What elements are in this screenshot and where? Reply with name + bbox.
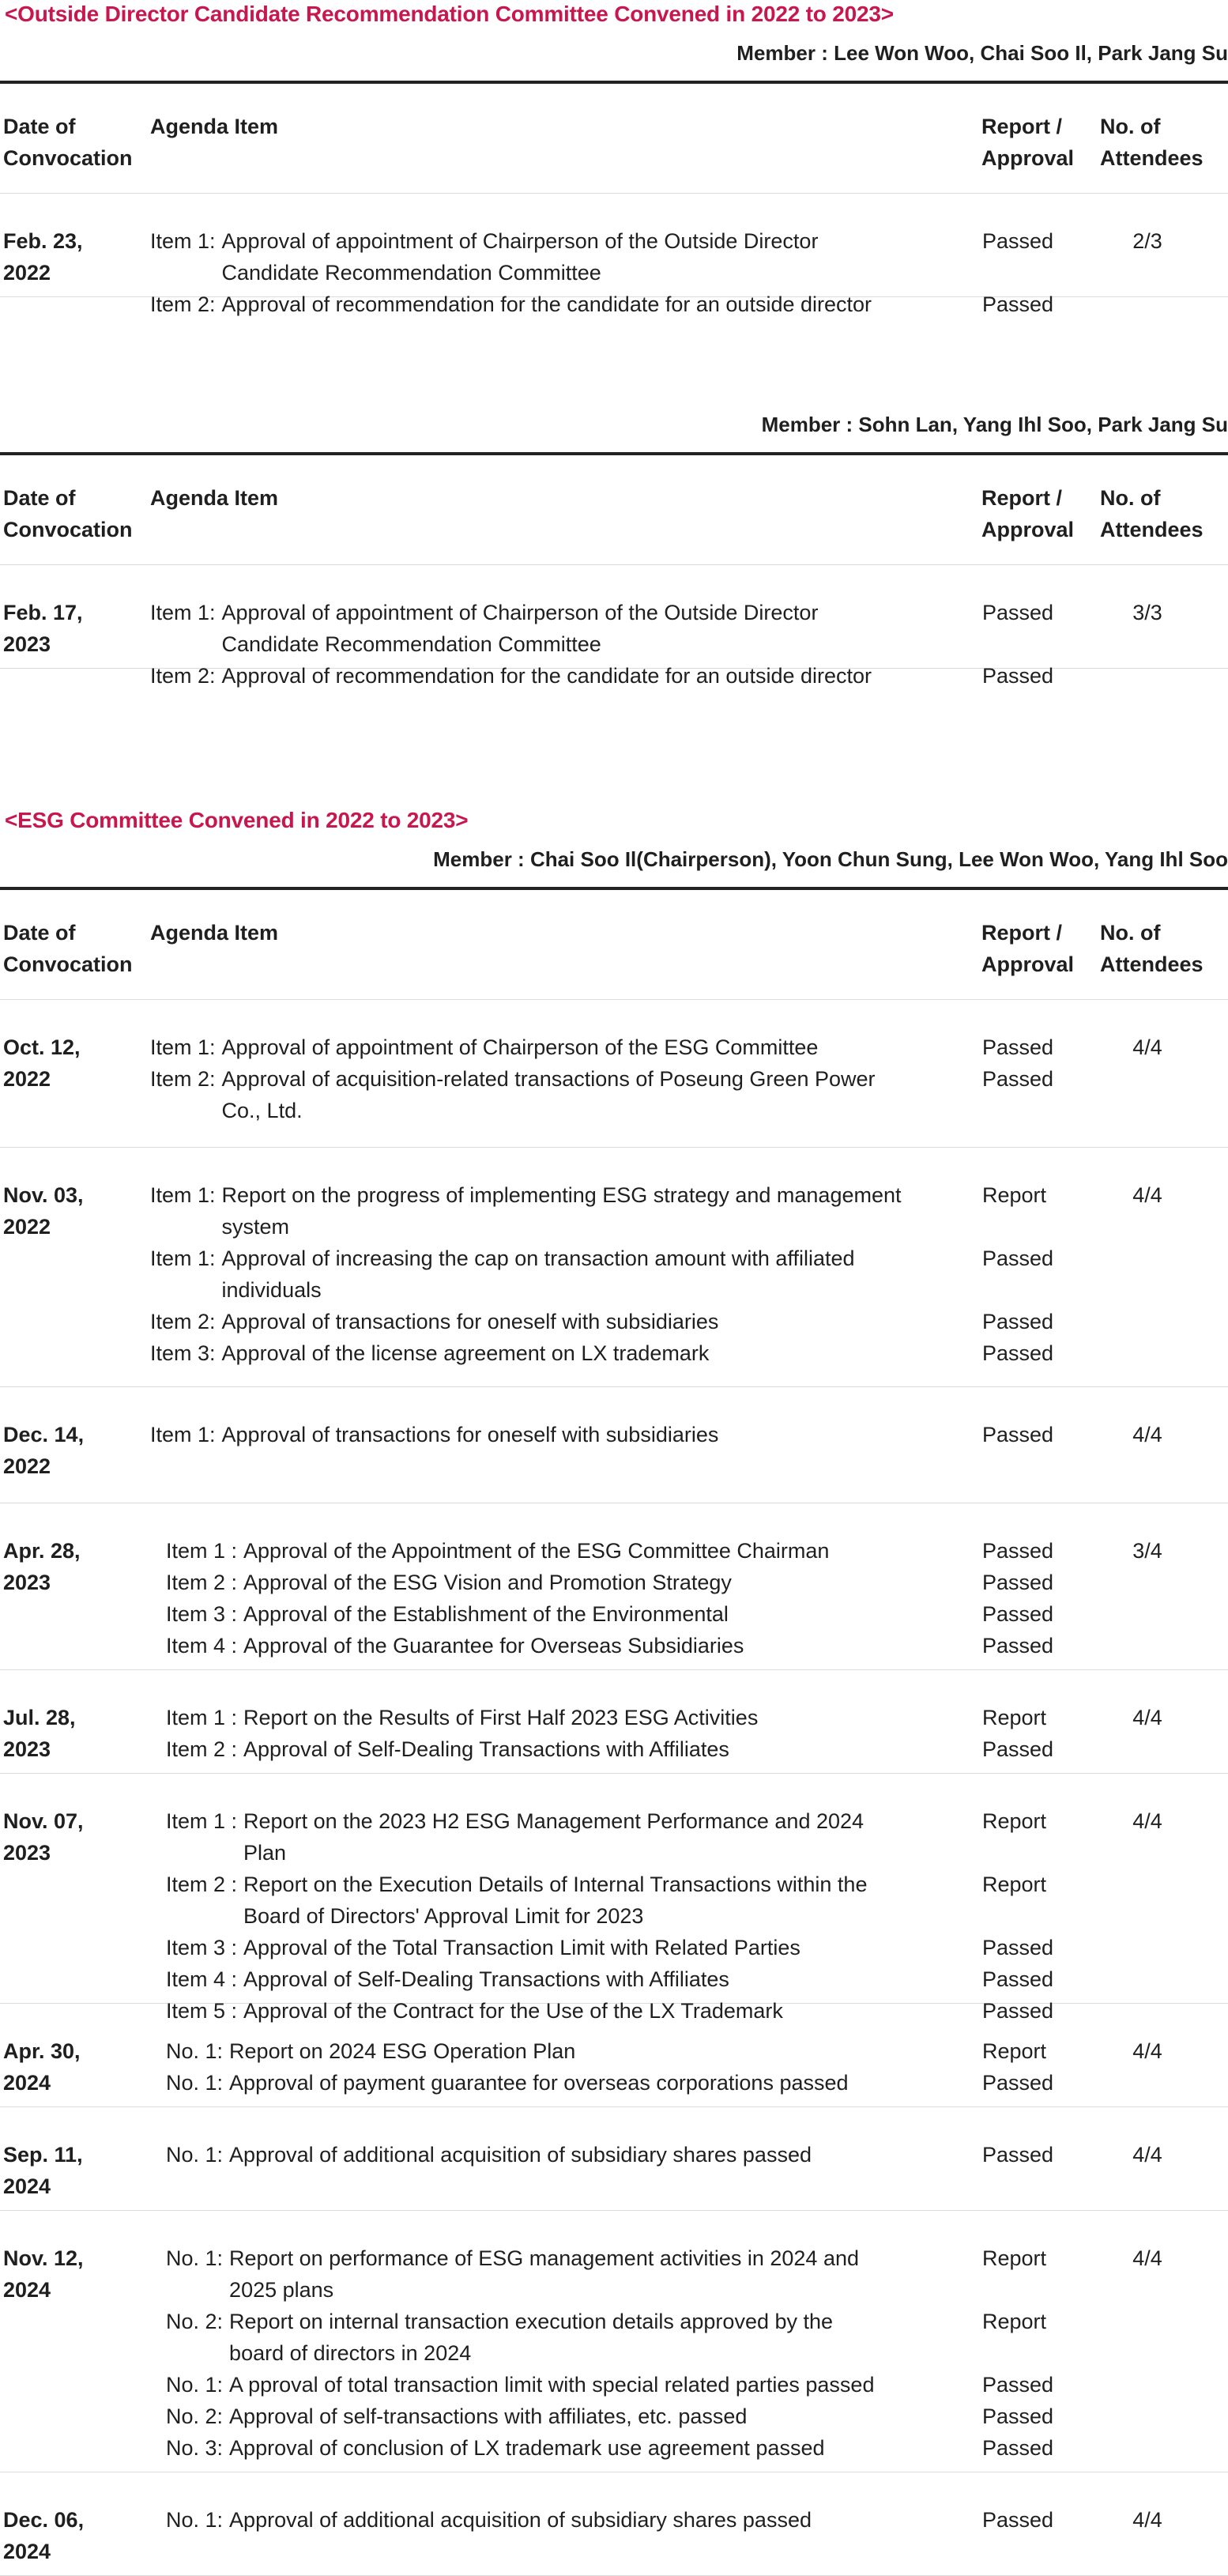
- table-row: [0, 1000, 1228, 1148]
- agenda-items: [166, 2504, 925, 2536]
- result-column: [982, 1535, 1077, 1661]
- result-value: Passed: [982, 1571, 1054, 1594]
- agenda-item: [166, 2067, 925, 2099]
- convocation-date: Dec. 14, 2022: [3, 1423, 85, 1478]
- agenda-item-text: Report on the Results of First Half 2023 ESG Activities: [243, 1706, 759, 1729]
- header-date: Date of Convocation: [3, 921, 133, 976]
- result-column: [982, 2035, 1077, 2099]
- agenda-item: [166, 2242, 885, 2306]
- result-column: [982, 2504, 1077, 2536]
- agenda-items: [166, 2139, 925, 2171]
- agenda-items: [166, 2035, 925, 2099]
- agenda-item: [166, 2432, 885, 2464]
- agenda-item-text: Approval of conclusion of LX trademark use agreement passed: [229, 2436, 825, 2460]
- result-value: Report: [982, 1809, 1047, 1833]
- committee-table: [0, 887, 1228, 2576]
- result-value: Report: [982, 1706, 1047, 1729]
- convocation-date: Feb. 23, 2022: [3, 229, 83, 285]
- agenda-item: [166, 1567, 939, 1598]
- result-value: Passed: [982, 1634, 1054, 1658]
- result-value: Report: [982, 1183, 1047, 1207]
- header-date: Date of Convocation: [3, 486, 133, 541]
- attendees-count: 4/4: [1132, 2246, 1162, 2270]
- header-agenda: Agenda Item: [150, 921, 279, 945]
- agenda-item-text: Approval of transactions for oneself with subsidiaries: [221, 1310, 719, 1333]
- result-column: [982, 2242, 1077, 2464]
- result-value: Passed: [982, 2143, 1054, 2167]
- agenda-item-label: No. 1:: [166, 2039, 224, 2063]
- table-row: [0, 2004, 1228, 2107]
- agenda-item-label: Item 2:: [150, 664, 216, 688]
- agenda-item: [166, 1598, 939, 1630]
- agenda-item-label: No. 2:: [166, 2404, 224, 2428]
- agenda-item-text: Approval of recommendation for the candidate for an outside director: [221, 292, 872, 316]
- agenda-item-text: A pproval of total transaction limit with special related parties passed: [229, 2373, 875, 2397]
- agenda-item-label: Item 1 :: [166, 1809, 238, 1833]
- result-value: Passed: [982, 1967, 1054, 1991]
- section-title-esg: <ESG Committee Convened in 2022 to 2023>: [5, 808, 469, 832]
- agenda-item: [150, 1306, 917, 1337]
- committee-table: [0, 81, 1228, 316]
- agenda-item: [166, 2139, 925, 2171]
- header-report: Report / Approval: [981, 486, 1075, 541]
- agenda-item-text: Approval of appointment of Chairperson of the Outside Director Candidate Recommendation Committee: [221, 229, 819, 285]
- agenda-item: [166, 1702, 939, 1733]
- agenda-items: [150, 1179, 917, 1369]
- member-list: Member : Sohn Lan, Yang Ihl Soo, Park Jang Su: [761, 413, 1228, 436]
- table-header: [0, 84, 1228, 194]
- agenda-item: [150, 1419, 917, 1450]
- agenda-item-text: Approval of payment guarantee for overseas corporations passed: [229, 2071, 849, 2095]
- result-column: [982, 2139, 1077, 2171]
- agenda-item: [166, 2401, 885, 2432]
- agenda-item-label: Item 3:: [150, 1341, 216, 1365]
- result-value: Passed: [982, 1602, 1054, 1626]
- attendees-count: 4/4: [1132, 2143, 1162, 2167]
- agenda-item-text: Approval of the ESG Vision and Promotion Strategy: [243, 1571, 732, 1594]
- agenda-item-label: Item 1:: [150, 601, 216, 624]
- agenda-item-text: Approval of Self-Dealing Transactions with Affiliates: [243, 1737, 729, 1761]
- agenda-items: [150, 1032, 917, 1126]
- member-list: Member : Chai Soo Il(Chairperson), Yoon Chun Sung, Lee Won Woo, Yang Ihl Soo: [433, 847, 1228, 871]
- agenda-item-label: No. 1:: [166, 2508, 224, 2532]
- agenda-item-text: Approval of Self-Dealing Transactions with Affiliates: [243, 1967, 729, 1991]
- header-agenda: Agenda Item: [150, 115, 279, 138]
- agenda-item-label: Item 1:: [150, 1423, 216, 1446]
- agenda-item-text: Approval of acquisition-related transactions of Poseung Green Power Co., Ltd.: [221, 1067, 876, 1122]
- agenda-item-text: Approval of additional acquisition of subsidiary shares passed: [229, 2143, 812, 2167]
- agenda-item-label: Item 1 :: [166, 1539, 238, 1563]
- agenda-item-label: Item 3 :: [166, 1602, 238, 1626]
- agenda-item: [166, 2369, 885, 2401]
- agenda-item-text: Approval of the license agreement on LX trademark: [221, 1341, 710, 1365]
- result-value: Passed: [982, 2404, 1054, 2428]
- table-row: [0, 2472, 1228, 2576]
- agenda-item-label: No. 3:: [166, 2436, 224, 2460]
- attendees-count: 4/4: [1132, 1183, 1162, 1207]
- convocation-date: Nov. 03, 2022: [3, 1183, 84, 1239]
- agenda-item-label: Item 1:: [150, 1183, 216, 1207]
- agenda-item: [150, 1337, 917, 1369]
- agenda-item: [166, 1805, 891, 1869]
- table-row: [0, 2107, 1228, 2211]
- attendees-count: 4/4: [1132, 1035, 1162, 1059]
- result-value: Report: [982, 2310, 1047, 2333]
- result-value: Passed: [982, 1999, 1054, 2023]
- result-value: Passed: [982, 292, 1054, 316]
- header-attendees: No. of Attendees: [1100, 115, 1204, 170]
- result-value: Passed: [982, 1067, 1054, 1091]
- agenda-items: [166, 1535, 939, 1661]
- table-row: [0, 2211, 1228, 2472]
- table-row: [0, 1503, 1228, 1670]
- table-header: [0, 890, 1228, 1000]
- agenda-item: [150, 1032, 917, 1063]
- agenda-item: [150, 1243, 917, 1306]
- header-agenda: Agenda Item: [150, 486, 279, 510]
- attendees-count: 3/3: [1132, 601, 1162, 624]
- attendees-count: 4/4: [1132, 1706, 1162, 1729]
- result-value: Passed: [982, 2373, 1054, 2397]
- agenda-items: [166, 2242, 885, 2464]
- table-row: [0, 565, 1228, 688]
- agenda-item-label: Item 2:: [150, 1310, 216, 1333]
- agenda-items: [150, 1419, 917, 1450]
- agenda-items: [166, 1805, 891, 2027]
- agenda-item-text: Report on internal transaction execution details approved by the board of directors in 2024: [229, 2310, 834, 2365]
- header-attendees: No. of Attendees: [1100, 486, 1204, 541]
- result-value: Passed: [982, 229, 1054, 253]
- agenda-item-label: Item 4 :: [166, 1967, 238, 1991]
- table-row: [0, 194, 1228, 316]
- agenda-item-label: Item 1:: [150, 229, 216, 253]
- agenda-item: [150, 289, 917, 320]
- convocation-date: Sep. 11, 2024: [3, 2143, 83, 2198]
- agenda-item-text: Approval of the Total Transaction Limit with Related Parties: [243, 1936, 800, 1959]
- convocation-date: Jul. 28, 2023: [3, 1706, 76, 1761]
- result-value: Report: [982, 2246, 1047, 2270]
- agenda-item-text: Report on the 2023 H2 ESG Management Performance and 2024 Plan: [243, 1809, 864, 1865]
- agenda-item-text: Report on the progress of implementing ESG strategy and management system: [221, 1183, 902, 1239]
- agenda-item: [166, 1932, 891, 1963]
- result-column: [982, 597, 1077, 692]
- agenda-item-text: Report on performance of ESG management activities in 2024 and 2025 plans: [229, 2246, 859, 2302]
- attendees-count: 2/3: [1132, 229, 1162, 253]
- result-value: Passed: [982, 1310, 1054, 1333]
- agenda-items: [150, 597, 917, 692]
- result-value: Passed: [982, 1247, 1054, 1270]
- agenda-item: [166, 2035, 925, 2067]
- member-list: Member : Lee Won Woo, Chai Soo Il, Park Jang Su: [736, 41, 1228, 65]
- agenda-item: [166, 1963, 891, 1995]
- convocation-date: Nov. 12, 2024: [3, 2246, 84, 2302]
- result-value: Passed: [982, 2071, 1054, 2095]
- table-row: [0, 1148, 1228, 1387]
- agenda-item: [166, 1630, 939, 1661]
- table-header: [0, 455, 1228, 565]
- agenda-item: [166, 1869, 891, 1932]
- agenda-item-label: Item 4 :: [166, 1634, 238, 1658]
- result-value: Passed: [982, 1035, 1054, 1059]
- agenda-item: [150, 1063, 917, 1126]
- result-value: Passed: [982, 1341, 1054, 1365]
- agenda-items: [166, 1702, 939, 1765]
- section-title-outside-director: <Outside Director Candidate Recommendation Committee Convened in 2022 to 2023>: [5, 2, 894, 26]
- agenda-item-label: No. 1:: [166, 2071, 224, 2095]
- agenda-item-text: Approval of increasing the cap on transaction amount with affiliated individuals: [221, 1247, 855, 1302]
- agenda-item-label: Item 5 :: [166, 1999, 238, 2023]
- agenda-item: [166, 2504, 925, 2536]
- agenda-item-text: Approval of the Appointment of the ESG Committee Chairman: [243, 1539, 830, 1563]
- agenda-item-label: Item 1:: [150, 1035, 216, 1059]
- agenda-item-text: Approval of the Establishment of the Environmental: [243, 1602, 729, 1626]
- agenda-item-label: Item 2 :: [166, 1737, 238, 1761]
- committee-table: [0, 452, 1228, 688]
- convocation-date: Dec. 06, 2024: [3, 2508, 85, 2563]
- result-value: Passed: [982, 1737, 1054, 1761]
- table-row: [0, 1774, 1228, 2023]
- attendees-count: 3/4: [1132, 1539, 1162, 1563]
- agenda-item: [150, 597, 917, 660]
- agenda-item: [166, 1535, 939, 1567]
- result-column: [982, 1805, 1077, 2027]
- agenda-item-label: No. 1:: [166, 2373, 224, 2397]
- result-column: [982, 1419, 1077, 1450]
- header-report: Report / Approval: [981, 115, 1075, 170]
- agenda-item-text: Approval of transactions for oneself with subsidiaries: [221, 1423, 719, 1446]
- agenda-item: [150, 225, 917, 289]
- agenda-item-label: No. 2:: [166, 2310, 224, 2333]
- agenda-item-label: No. 1:: [166, 2143, 224, 2167]
- agenda-item-text: Approval of the Contract for the Use of the LX Trademark: [243, 1999, 783, 2023]
- agenda-item-text: Approval of additional acquisition of subsidiary shares passed: [229, 2508, 812, 2532]
- result-value: Passed: [982, 1423, 1054, 1446]
- attendees-count: 4/4: [1132, 2508, 1162, 2532]
- agenda-item-label: Item 2 :: [166, 1873, 238, 1896]
- agenda-item-label: Item 1:: [150, 1247, 216, 1270]
- attendees-count: 4/4: [1132, 2039, 1162, 2063]
- result-value: Report: [982, 2039, 1047, 2063]
- agenda-item-label: Item 2 :: [166, 1571, 238, 1594]
- agenda-item-text: Approval of self-transactions with affiliates, etc. passed: [229, 2404, 748, 2428]
- result-column: [982, 225, 1077, 320]
- result-value: Passed: [982, 1539, 1054, 1563]
- result-column: [982, 1032, 1077, 1126]
- convocation-date: Feb. 17, 2023: [3, 601, 83, 656]
- agenda-item: [166, 1733, 939, 1765]
- agenda-items: [150, 225, 917, 320]
- result-value: Report: [982, 1873, 1047, 1896]
- result-value: Passed: [982, 2436, 1054, 2460]
- agenda-item-text: Approval of appointment of Chairperson of the ESG Committee: [221, 1035, 819, 1059]
- convocation-date: Oct. 12, 2022: [3, 1035, 81, 1091]
- agenda-item: [150, 660, 917, 692]
- agenda-item-label: Item 3 :: [166, 1936, 238, 1959]
- agenda-item-text: Approval of the Guarantee for Overseas Subsidiaries: [243, 1634, 744, 1658]
- agenda-item-text: Approval of recommendation for the candidate for an outside director: [221, 664, 872, 688]
- convocation-date: Apr. 30, 2024: [3, 2039, 81, 2095]
- result-value: Passed: [982, 601, 1054, 624]
- table-row: [0, 1670, 1228, 1774]
- attendees-count: 4/4: [1132, 1423, 1162, 1446]
- header-date: Date of Convocation: [3, 115, 133, 170]
- agenda-item-label: Item 2:: [150, 292, 216, 316]
- header-attendees: No. of Attendees: [1100, 921, 1204, 976]
- agenda-item-label: Item 2:: [150, 1067, 216, 1091]
- result-value: Passed: [982, 2508, 1054, 2532]
- attendees-count: 4/4: [1132, 1809, 1162, 1833]
- result-value: Passed: [982, 1936, 1054, 1959]
- result-column: [982, 1179, 1077, 1369]
- result-value: Passed: [982, 664, 1054, 688]
- table-row: [0, 1387, 1228, 1503]
- header-report: Report / Approval: [981, 921, 1075, 976]
- agenda-item-text: Report on the Execution Details of Internal Transactions within the Board of Directors' Approval Limit for 2023: [243, 1873, 868, 1928]
- agenda-item-text: Approval of appointment of Chairperson of the Outside Director Candidate Recommendation Committee: [221, 601, 819, 656]
- convocation-date: Apr. 28, 2023: [3, 1539, 81, 1594]
- agenda-item-text: Report on 2024 ESG Operation Plan: [229, 2039, 576, 2063]
- result-column: [982, 1702, 1077, 1765]
- agenda-item: [150, 1179, 917, 1243]
- agenda-item-label: Item 1 :: [166, 1706, 238, 1729]
- convocation-date: Nov. 07, 2023: [3, 1809, 84, 1865]
- agenda-item-label: No. 1:: [166, 2246, 224, 2270]
- agenda-item: [166, 2306, 885, 2369]
